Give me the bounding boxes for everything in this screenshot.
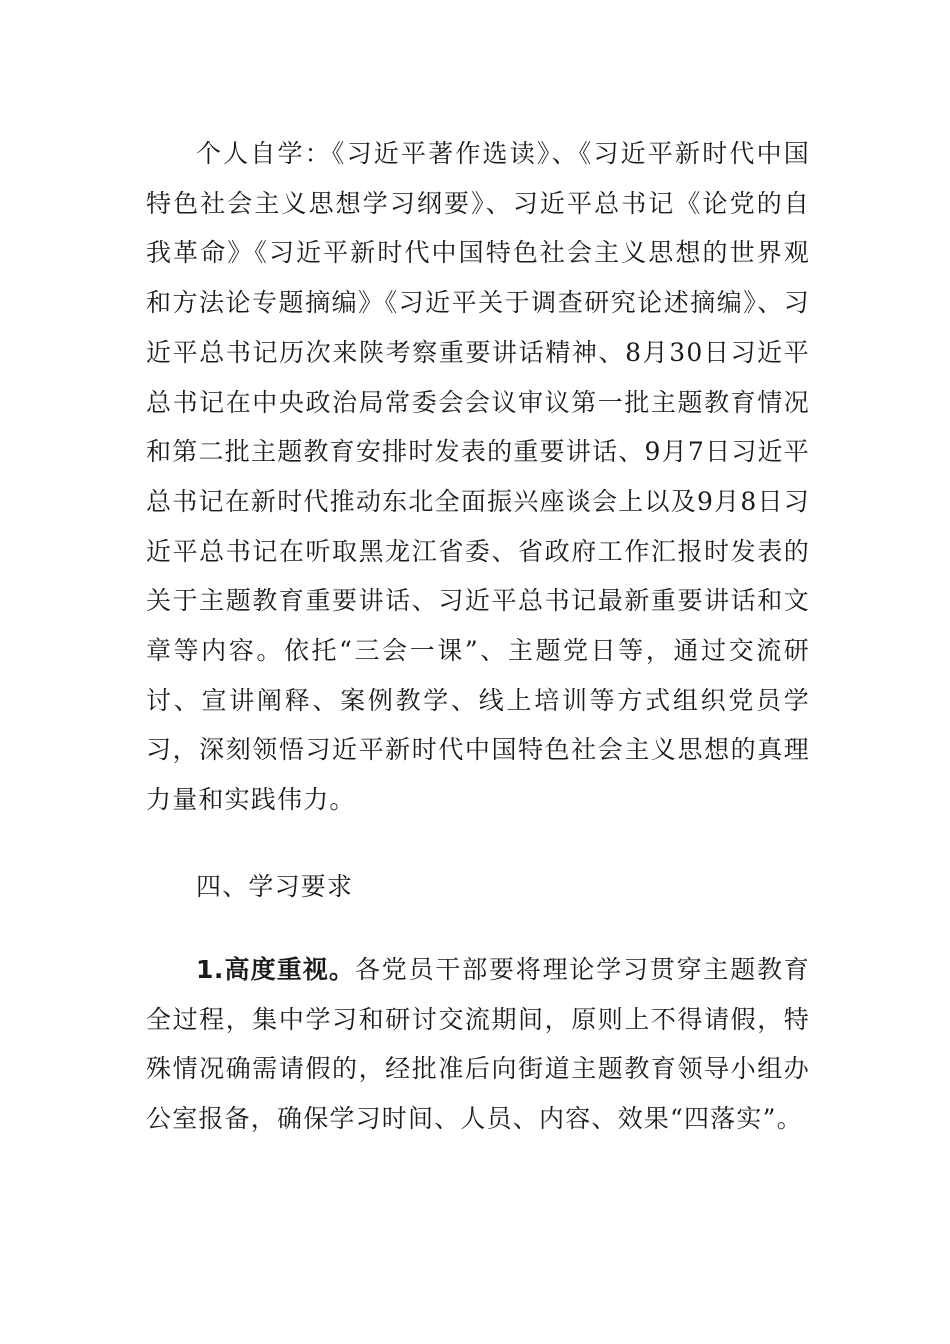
requirement-1-lead: 1.高度重视。 xyxy=(196,955,355,984)
requirement-1-text: 各党员干部要将理论学习贯穿主题教育全过程，集中学习和研讨交流期间，原则上不得请假，特殊情况确需请假的，经批准后向街道主题教育领导小组办公室报备，确保学习时间、人员、内容、效果“四落实”。 xyxy=(146,955,810,1134)
section-heading: 四、学习要求 xyxy=(196,872,354,901)
self-study-paragraph: 个人自学：《习近平著作选读》、《习近平新时代中国特色社会主义思想学习纲要》、习近平总书记《论党的自我革命》《习近平新时代中国特色社会主义思想的世界观和方法论专题摘编》《习近平关于调查研究论述摘编》、习近平总书记历次来陕考察重要讲话精神、8月30日习近平总书记在中央政治局常委会会议审议第一批主题教育情况和第二批主题教育安排时发表的重要讲话、9月7日习近平总书记在新时代推动东北全面振兴座谈会上以及9月8日习近平总书记在听取黑龙江省委、省政府工作汇报时发表的关于主题教育重要讲话、习近平总书记最新重要讲话和文章等内容。依托“三会一课”、主题党日等，通过交流研讨、宣讲阐释、案例教学、线上培训等方式组织党员学习，深刻领悟习近平新时代中国特色社会主义思想的真理力量和实践伟力。 xyxy=(146,139,810,815)
requirement-1-paragraph xyxy=(146,945,810,1144)
